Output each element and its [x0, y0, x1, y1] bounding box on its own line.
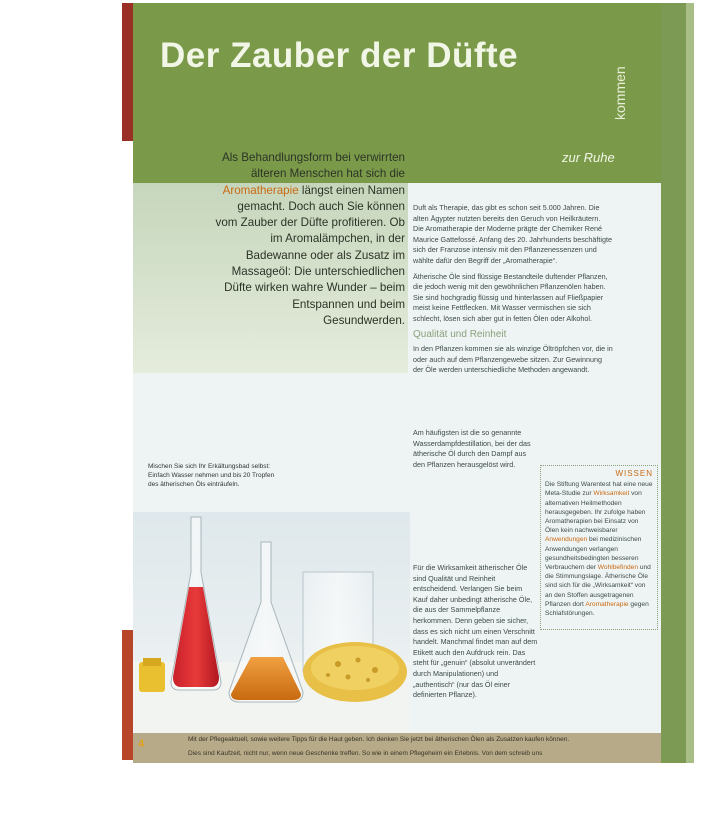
page-number: 4	[138, 738, 145, 750]
footer-line: Dies sind Kaufzeit, nicht nur, wenn neue Geschenke treffen. So wie in einem Pflegeheim ein Erlebnis. Von dem schreib uns	[188, 750, 543, 757]
wissen-highlight: Aromatherapie	[585, 600, 629, 608]
article-column-2b	[413, 563, 538, 701]
article-paragraph: Am häufigsten ist die so genannte Wasserdampfdestillation, bei der das ätherische Öl durch den Dampf aus den Pflanzen herausgelöst wird.	[413, 428, 531, 469]
lead-text-after: längst einen Namen gemacht. Doch auch Sie können vom Zauber der Düfte profitieren. Ob im Aromalämpchen, in der Badewanne oder als Zusatz im Massageöl: Die unterschiedlichen Düfte wirken wahre Wunder – beim Entspannen und beim Gesundwerden.	[215, 183, 405, 327]
wissen-highlight: Wirksamkeit	[593, 490, 630, 498]
wissen-text: und die Stimmungslage. Ätherische Öle sind sich für die „Wirksamkeit“ von an den Stoffen ausgetragenen Pflanzen dort	[545, 564, 651, 608]
red-accent-bar-bottom	[122, 630, 133, 760]
wissen-info-box	[540, 465, 658, 630]
article-column-1	[413, 203, 613, 381]
lead-paragraph	[215, 150, 405, 329]
article-paragraph: Duft als Therapie, das gibt es schon seit 5.000 Jahren. Die alten Ägypter nutzten bereits den Geruch von Heilkräutern. Die Aromatherapie der Moderne prägte der Chemiker René Maurice Gattefossé. Anfang des 20. Jahrhunderts beschäftigte sich der Franzose intensiv mit den Pflanzenessenzen und wählte dafür den Begriff der „Aromatherapie“.	[413, 203, 612, 265]
wissen-tag: WISSEN	[615, 469, 653, 478]
article-subheading: Qualität und Reinheit	[413, 328, 507, 340]
photo-caption: Mischen Sie sich Ihr Erkältungsbad selbst: Einfach Wasser nehmen und bis 20 Tropfen des ätherischen Öls einträufeln.	[148, 463, 275, 488]
article-paragraph: Für die Wirksamkeit ätherischer Öle sind Qualität und Reinheit entscheidend. Verlangen Sie beim Kauf daher unbedingt ätherische Öle, die aus der Sammelpflanze herkommen. Denn geben sie sicher, dass es sich nicht um einen Verschnitt handelt. Manchmal findet man auf dem Etikett auch den Aufdruck rein. Das steht für „genuin“ (absolut unverändert durch Manipulationen) und „authentisch“ (nur das Öl einer definierten Pflanze).	[413, 563, 538, 700]
right-edge-strip	[686, 3, 694, 763]
page-title: Der Zauber der Düfte	[160, 36, 519, 75]
wissen-text: von alternativen Heilmethoden herausgegeben. Ihr zufolge haben Aromatherapien bei Einsatz von Ölen kein nachweisbarer	[545, 490, 646, 535]
bottles-illustration	[133, 512, 410, 732]
red-accent-bar-top	[122, 3, 133, 141]
vertical-section-label: kommen	[612, 66, 628, 120]
photo-bottles-sponge	[133, 512, 410, 732]
wissen-text: bei medizinischen Anwendungen verlangen gesundheitsbedingten besseren Verbrauchern der	[545, 536, 642, 572]
article-paragraph: In den Pflanzen kommen sie als winzige Öltröpfchen vor, die in oder auch auf dem Pflanzengewebe sitzen. Zur Gewinnung der Öle werden unterschiedliche Methoden angewandt.	[413, 344, 613, 375]
section-subtitle: zur Ruhe	[562, 150, 615, 165]
wissen-highlight: Wohlbefinden	[597, 564, 638, 572]
wissen-highlight: Anwendungen	[545, 536, 588, 544]
footer-text	[188, 733, 658, 761]
wissen-text: Die Stiftung Warentest hat eine neue Meta-Studie zur	[545, 481, 653, 498]
article-paragraph: Ätherische Öle sind flüssige Bestandteile duftender Pflanzen, die jedoch wenig mit den gewöhnlichen Pflanzenölen haben. Sie sind hochgradig flüssig und hinterlassen auf Fließpapier meist keine Fettflecken. Mit Wasser vermischen sie sich schlecht, lösen sich aber gut in fetten Ölen oder Alkohol.	[413, 271, 608, 323]
wissen-text: gegen Schlafstörungen.	[545, 600, 649, 618]
lead-text-before: Als Behandlungsform bei verwirrten älteren Menschen hat sich die	[221, 151, 405, 181]
article-column-2	[413, 428, 538, 476]
lead-highlight: Aromatherapie	[222, 183, 299, 197]
footer-line: Mit der Pflegeaktuell, sowie weitere Tipps für die Haut geben. Ich denken Sie jetzt bei ätherischen Ölen als Zusatzen kaufen können.	[188, 736, 570, 743]
